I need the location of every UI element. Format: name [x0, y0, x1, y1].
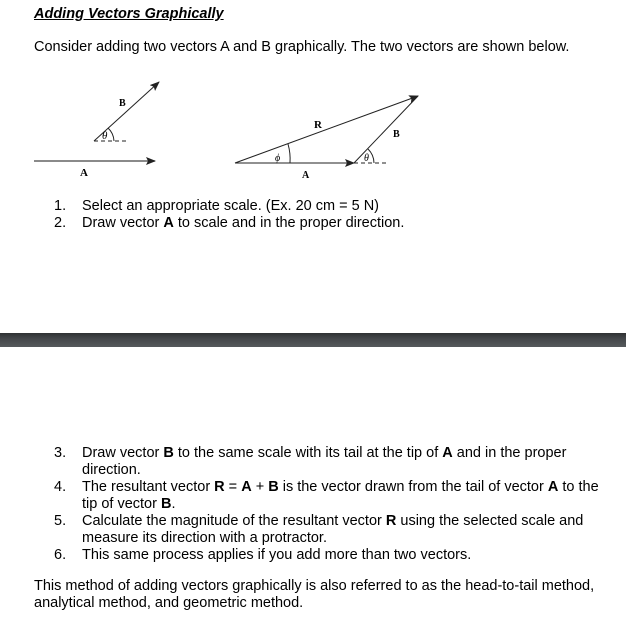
- step-item: 4. The resultant vector R = A + B is the vector drawn from the tail of vector A to the tip of vector B.: [54, 479, 599, 512]
- vector-r-label: R: [314, 119, 322, 131]
- step-item: 1. Select an appropriate scale. (Ex. 20 cm = 5 N): [54, 198, 379, 214]
- phi-arc: [288, 144, 290, 163]
- vector-b-label: B: [393, 129, 400, 140]
- document-title: Adding Vectors Graphically: [34, 6, 224, 22]
- figure-head-to-tail: [235, 96, 418, 181]
- page-separator: [0, 333, 626, 347]
- step-item: 2. Draw vector A to scale and in the proper direction.: [54, 215, 405, 231]
- steps-list-page-1: [54, 198, 404, 232]
- vector-diagram: [0, 0, 626, 190]
- steps-list-page-2: [54, 445, 610, 564]
- vector-r-arrow: [235, 96, 418, 163]
- intro-paragraph: Consider adding two vectors A and B graphically. The two vectors are shown below.: [34, 39, 570, 55]
- step-item: 6. This same process applies if you add more than two vectors.: [54, 547, 472, 563]
- closing-paragraph: This method of adding vectors graphically is also referred to as the head-to-tail method, analytical method, and geometric method.: [34, 578, 595, 611]
- theta-label: θ: [364, 153, 369, 164]
- phi-label: ϕ: [275, 153, 281, 164]
- theta-label: θ: [102, 130, 108, 142]
- step-item: 5. Calculate the magnitude of the resultant vector R using the selected scale and measure its direction with a protractor.: [54, 513, 584, 546]
- figure-separate-vectors: [34, 82, 159, 161]
- theta-arc: [108, 128, 114, 141]
- vector-a-label: A: [80, 167, 88, 179]
- vector-b-label: B: [119, 98, 126, 109]
- vector-a-label: A: [302, 170, 310, 181]
- step-item: 3. Draw vector B to the same scale with its tail at the tip of A and in the proper direction.: [54, 445, 567, 478]
